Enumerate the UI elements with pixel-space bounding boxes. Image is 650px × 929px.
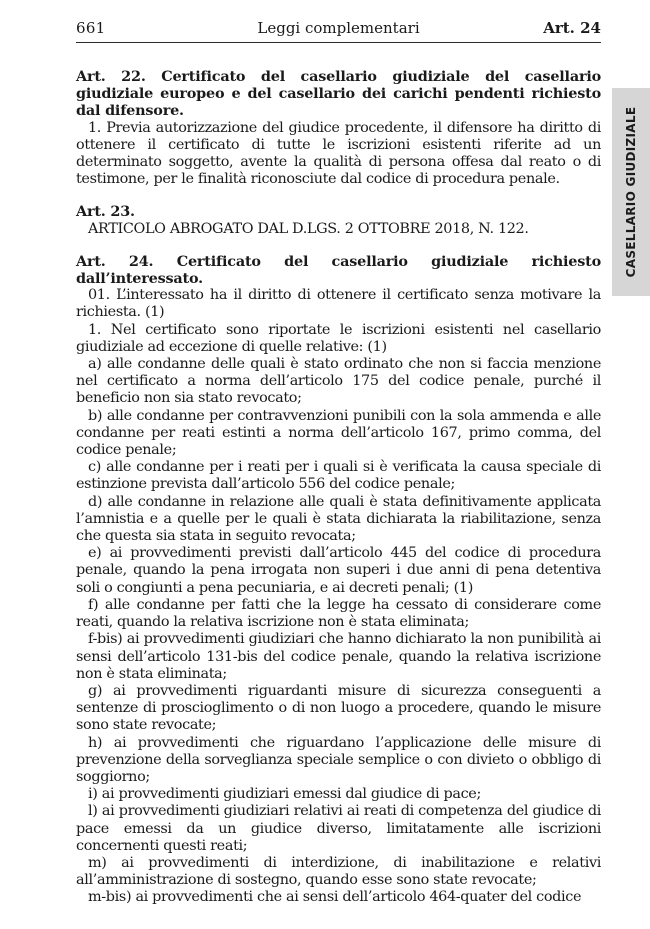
article-paragraph: l) ai provvedimenti giudiziari relativi ai reati di competenza del giudice di pace emessi da un giudice diverso, limitatamente alle iscrizioni concernenti questi reati;	[76, 803, 601, 854]
article-paragraph: m-bis) ai provvedimenti che ai sensi dell’articolo 464-quater del codice	[88, 889, 582, 906]
article-paragraph: 01. L’interessato ha il diritto di ottenere il certificato senza motivare la richiesta. (1)	[76, 287, 601, 321]
article-paragraph: c) alle condanne per i reati per i quali si è verificata la causa speciale di estinzione prevista dall’articolo 556 del codice penale;	[76, 459, 601, 493]
article-22	[76, 68, 601, 188]
article-24	[76, 253, 601, 907]
article-23	[76, 203, 601, 237]
article-paragraph: e) ai provvedimenti previsti dall’articolo 445 del codice di procedura penale, quando la pena irrogata non superi i due anni di pena detentiva soli o congiunti a pena pecuniaria, e ai decreti penali; (1)	[76, 545, 601, 596]
running-title: Leggi complementari	[257, 19, 420, 37]
article-paragraph: ARTICOLO ABROGATO DAL D.LGS. 2 OTTOBRE 2018, N. 122.	[88, 220, 529, 237]
article-paragraph: b) alle condanne per contravvenzioni punibili con la sola ammenda e alle condanne per reati estinti a norma dell’articolo 167, primo comma, del codice penale;	[76, 407, 601, 459]
article-paragraph: g) ai provvedimenti riguardanti misure di sicurezza conseguenti a sentenze di proscioglimento o di non luogo a procedere, quando le misure sono state revocate;	[76, 682, 601, 734]
article-paragraph: f-bis) ai provvedimenti giudiziari che hanno dichiarato la non punibilità ai sensi dell’articolo 131-bis del codice penale, quando la relativa iscrizione non è stata eliminata;	[76, 631, 601, 682]
article-paragraph: 1. Previa autorizzazione del giudice procedente, il difensore ha diritto di ottenere il certificato di tutte le iscrizioni esistenti riferite ad un determinato soggetto, avente la qualità di persona offesa dal reato o di testimone, per le finalità riconosciute dal codice di procedura penale.	[76, 119, 601, 188]
article-paragraph: a) alle condanne delle quali è stato ordinato che non si faccia menzione nel certificato a norma dell’articolo 175 del codice penale, purché il beneficio non sia stato revocato;	[76, 356, 601, 407]
article-paragraph: h) ai provvedimenti che riguardano l’applicazione delle misure di prevenzione della sorveglianza speciale semplice o con divieto o obbligo di soggiorno;	[76, 734, 601, 785]
chapter-side-tab-label: CASELLARIO GIUDIZIALE	[624, 106, 638, 278]
page-header	[76, 14, 601, 43]
article-title: Art. 24. Certificato del casellario giudiziale richiesto dall’interessato.	[76, 252, 601, 288]
page-number: 661	[76, 19, 106, 37]
article-paragraph: f) alle condanne per fatti che la legge ha cessato di considerare come reati, quando la relativa iscrizione non è stata eliminata;	[76, 596, 601, 631]
article-title: Art. 22. Certificato del casellario giudiziale del casellario giudiziale europeo e del casellario dei carichi pendenti richiesto dal difensore.	[76, 68, 601, 120]
article-title: Art. 23.	[76, 203, 135, 221]
article-reference: Art. 24	[543, 19, 601, 37]
article-paragraph: m) ai provvedimenti di interdizione, di inabilitazione e relativi all’amministrazione di sostegno, quando esse sono state revocate;	[76, 854, 601, 889]
chapter-side-tab	[612, 88, 650, 296]
article-paragraph: i) ai provvedimenti giudiziari emessi dal giudice di pace;	[88, 786, 481, 803]
main-text	[76, 68, 601, 907]
article-paragraph: d) alle condanne in relazione alle quali è stata definitivamente applicata l’amnistia e a quelle per le quali è stata dichiarata la riabilitazione, senza che questa sia stata in seguito revocata;	[76, 493, 601, 545]
article-paragraph: 1. Nel certificato sono riportate le iscrizioni esistenti nel casellario giudiziale ad eccezione di quelle relative: (1)	[76, 321, 601, 355]
